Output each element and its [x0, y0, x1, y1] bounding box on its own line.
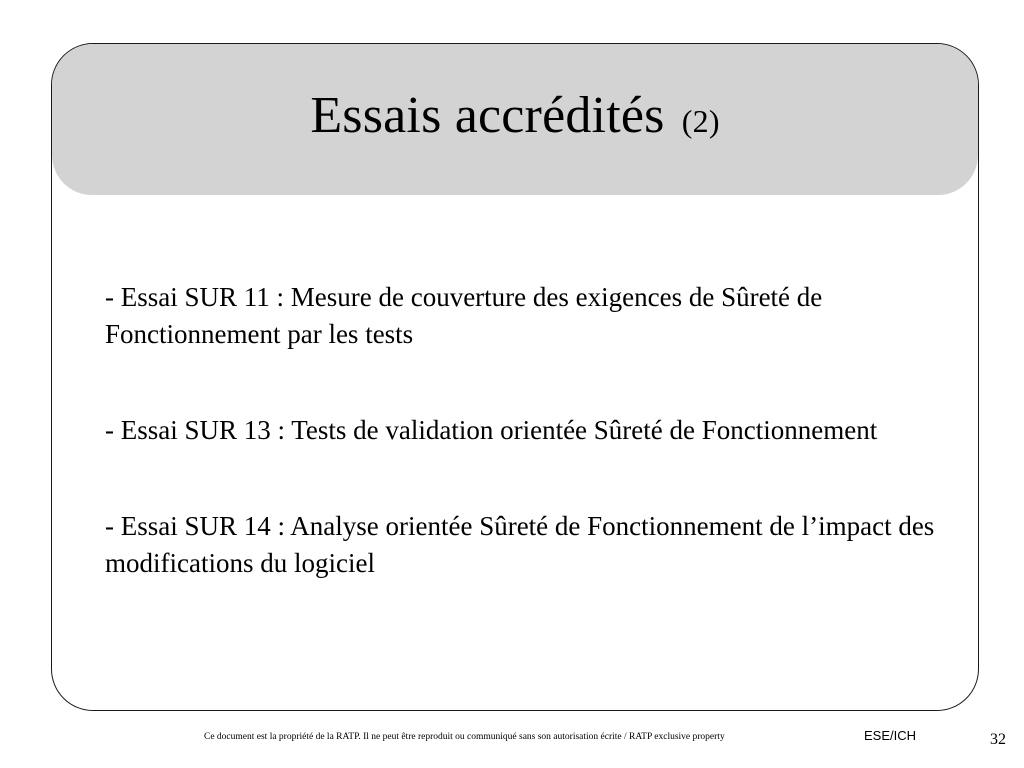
content-item-sur-14: - Essai SUR 14 : Analyse orientée Sûreté de Fonctionnement de l’impact des modifications du logiciel — [105, 511, 935, 578]
footer-department-code: ESE/ICH — [864, 728, 917, 743]
slide-title-text: Essais accrédités — [310, 87, 665, 144]
content-item-sur-11: - Essai SUR 11 : Mesure de couverture des exigences de Sûreté de Fonctionnement par les tests — [105, 282, 823, 349]
slide-title-suffix: (2) — [681, 103, 720, 139]
slide-content — [105, 279, 955, 641]
title-band — [52, 44, 978, 195]
slide-frame — [51, 43, 979, 711]
content-item-sur-13: - Essai SUR 13 : Tests de validation orientée Sûreté de Fonctionnement — [105, 415, 878, 445]
footer-copyright-note: Ce document est la propriété de la RATP. Il ne peut être reproduit ou communiqué sans son autorisation écrite / RATP exclusive property — [204, 732, 725, 742]
slide-title — [310, 86, 719, 145]
page-number: 32 — [990, 731, 1006, 748]
